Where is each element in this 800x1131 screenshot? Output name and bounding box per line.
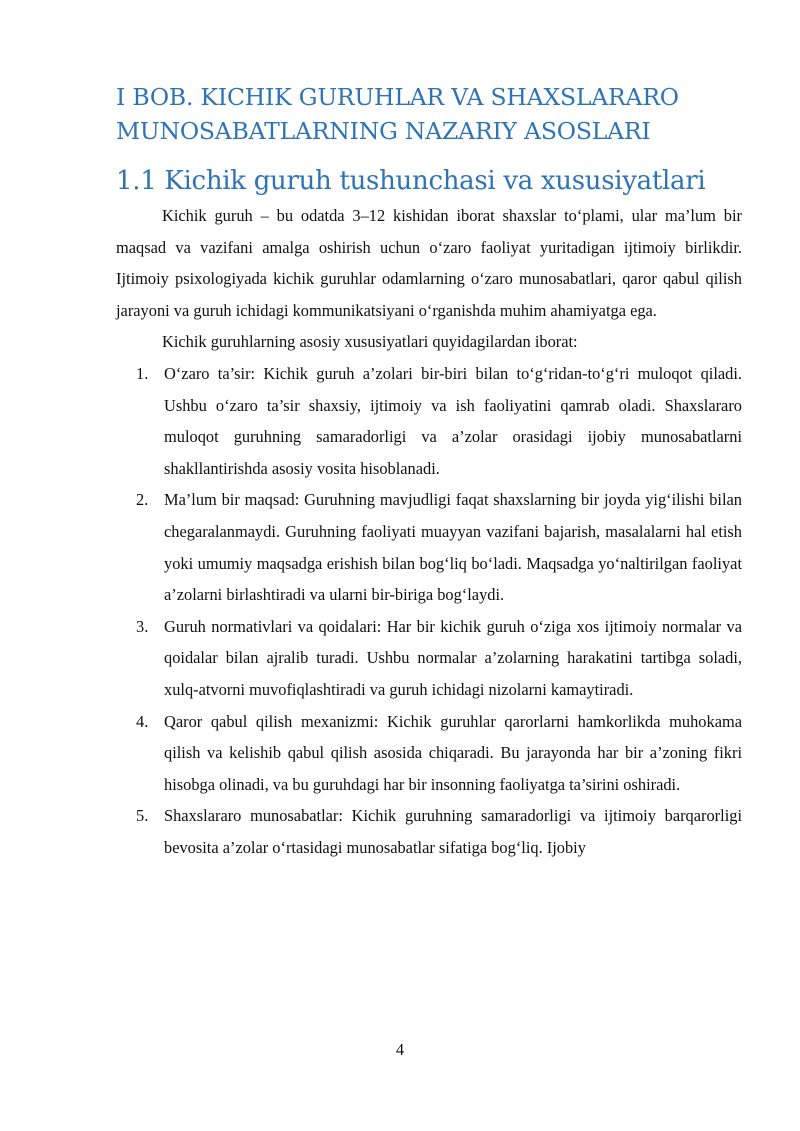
list-item-number: 3. — [136, 616, 149, 636]
list-item-number: 1. — [136, 363, 149, 383]
list-item — [116, 611, 742, 706]
list-item-text: Guruh normativlari va qoidalari: Har bir kichik guruh o‘ziga xos ijtimoiy normalar va qoidalar bilan ajralib turadi. Ushbu normalar a’zolarning harakatini tartibga soladi, xulq-atvorni muvofiqlashtiradi va guruh ichidagi nizolarni kamaytiradi. — [164, 616, 742, 699]
list-item-number: 4. — [136, 711, 149, 731]
list-item-text: Shaxslararo munosabatlar: Kichik guruhning samaradorligi va ijtimoiy barqarorligi bevosita a’zolar o‘rtasidagi munosabatlar sifatiga bog‘liq. Ijobiy — [164, 806, 742, 857]
chapter-title: I BOB. KICHIK GURUHLAR VA SHAXSLARARO MUNOSABATLARNING NAZARIY ASOSLARI — [116, 83, 679, 145]
list-item-number: 2. — [136, 490, 149, 510]
page-number: 4 — [395, 1040, 405, 1059]
body-paragraph: Kichik guruhlarning asosiy xususiyatlari quyidagilardan iborat: — [162, 332, 578, 352]
list-item-text: O‘zaro ta’sir: Kichik guruh a’zolari bir-biri bilan to‘g‘ridan-to‘g‘ri muloqot qiladi. Ushbu o‘zaro ta’sir shaxsiy, ijtimoiy va ish faoliyatini qamrab oladi. Shaxslararo muloqot guruhning samaradorligi va a’zolar orasidagi ijobiy munosabatlarni shakllantirishda asosiy vosita hisoblanadi. — [164, 363, 742, 478]
list-item-text: Ma’lum bir maqsad: Guruhning mavjudligi faqat shaxslarning bir joyda yig‘ilishi bilan chegaralanmaydi. Guruhning faoliyati muayyan vazifani bajarish, masalalarni hal etish yoki umumiy maqsadga erishish bilan bog‘liq bo‘ladi. Maqsadga yo‘naltirilgan faoliyat a’zolarni birlashtiradi va ularni bir-biriga bog‘laydi. — [164, 490, 742, 605]
section-title: 1.1 Kichik guruh tushunchasi va xususiyatlari — [116, 166, 706, 196]
list-item — [116, 800, 742, 863]
list-item-number: 5. — [136, 806, 149, 826]
list-item — [116, 358, 742, 484]
body-paragraph: Kichik guruh – bu odatda 3–12 kishidan iborat shaxslar to‘plami, ular ma’lum bir maqsad va vazifani amalga oshirish uchun o‘zaro faoliyat yuritadigan ijtimoiy birlikdir. Ijtimoiy psixologiyada kichik guruhlar odamlarning o‘zaro munosabatlari, qaror qabul qilish jarayoni va guruh ichidagi kommunikatsiyani o‘rganishda muhim ahamiyatga ega. — [116, 206, 742, 320]
list-item — [116, 484, 742, 610]
list-item — [116, 706, 742, 801]
features-list — [116, 358, 742, 864]
list-item-text: Qaror qabul qilish mexanizmi: Kichik guruhlar qarorlarni hamkorlikda muhokama qilish va kelishib qabul qilish asosida chiqaradi. Bu jarayonda har bir a’zoning fikri hisobga olinadi, va bu guruhdagi har bir insonning faoliyatga ta’sirini oshiradi. — [164, 711, 742, 794]
page-content — [116, 80, 742, 863]
